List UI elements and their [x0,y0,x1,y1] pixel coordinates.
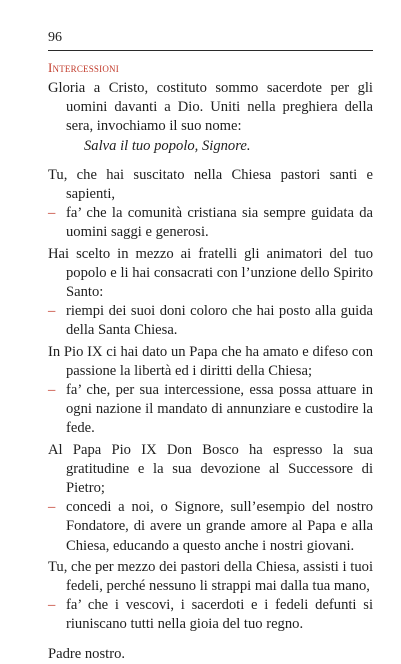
dash-marker: – [48,205,56,222]
intercession-1 [48,166,373,243]
petition-text: fa’ che i vescovi, i sacerdoti e i fedeli defunti si riuniscano tutti nella gioia del tuo regno. [66,597,373,633]
invocation-4: Al Papa Pio IX Don Bosco ha espresso la sua gratitudine e la sua devozione al Successore di Pietro; [48,441,373,497]
intro-response: Salva il tuo popolo, Signore. [84,137,251,154]
intercession-4 [48,441,373,556]
petition-text: fa’ che, per sua intercessione, essa possa attuare in ogni nazione il mandato di annunziare e custodire la fede. [66,382,373,437]
petition-3 [48,381,373,439]
petition-5 [48,596,373,634]
intercession-2 [48,245,373,341]
petition-1 [48,204,373,242]
intro-text [48,79,373,156]
invocation-2: Hai scelto in mezzo ai fratelli gli animatori del tuo popolo e li hai consacrati con l’unzione dello Spirito Santo: [48,245,373,301]
intercession-5 [48,558,373,635]
dash-marker: – [48,597,56,614]
invocation-5: Tu, che per mezzo dei pastori della Chiesa, assisti i tuoi fedeli, perché nessuno li strappi mai dalla tua mano, [48,558,373,595]
page-number: 96 [48,30,62,45]
intercession-3 [48,343,373,439]
petition-text: riempi dei suoi doni coloro che hai posto alla guida della Santa Chiesa. [66,303,373,339]
petition-text: fa’ che la comunità cristiana sia sempre guidata da uomini saggi e generosi. [66,205,373,241]
page-header [48,30,373,51]
intro-invocation: Gloria a Cristo, costituto sommo sacerdote per gli uomini davanti a Dio. Uniti nella preghiera della sera, invochiamo il suo nome: [48,80,373,135]
dash-marker: – [48,499,56,516]
dash-marker: – [48,303,56,320]
intercessions-text [48,79,373,664]
invocation-3: In Pio IX ci hai dato un Papa che ha amato e difeso con passione la libertà ed i diritti della Chiesa; [48,343,373,379]
dash-marker: – [48,382,56,399]
petition-text: concedi a noi, o Signore, sull’esempio del nostro Fondatore, di avere un grande amore al Papa e alla Chiesa, educando a questo anche i nostri giovani. [66,499,373,554]
petition-2 [48,302,373,340]
invocation-1: Tu, che hai suscitato nella Chiesa pastori santi e sapienti, [48,166,373,203]
section-title: Intercessioni [48,60,119,75]
petition-4 [48,498,373,556]
closing-prayer: Padre nostro. [48,645,126,662]
intro-block [48,79,373,156]
